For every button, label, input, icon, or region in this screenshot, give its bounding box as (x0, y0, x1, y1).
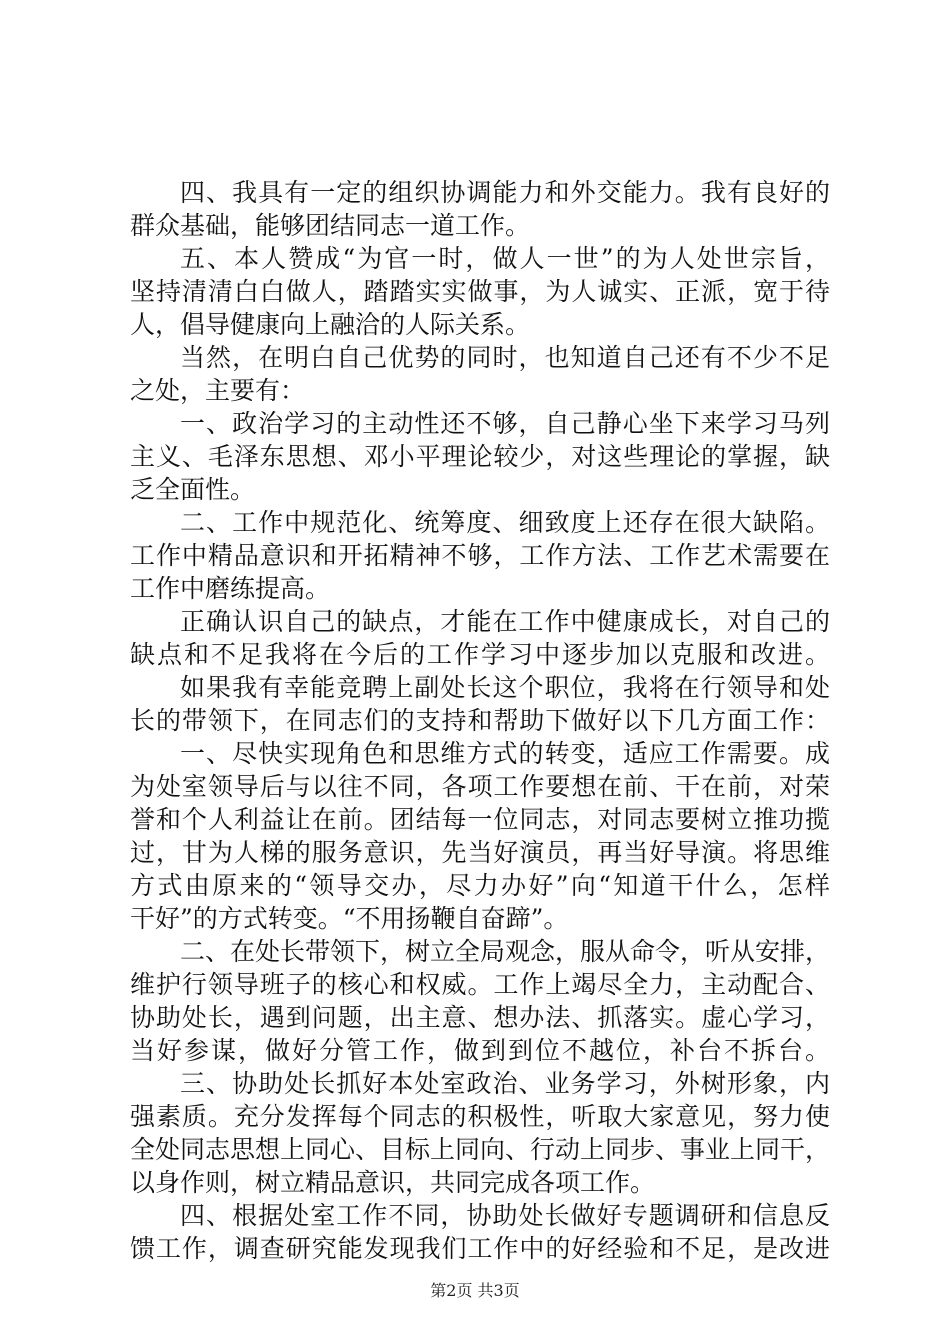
text-line: 正确认识自己的缺点，才能在工作中健康成长，对自己的 (180, 607, 830, 636)
text-line: 工作中磨练提高。 (130, 574, 331, 603)
text-line: 馈工作，调查研究能发现我们工作中的好经验和不足，是改进 (130, 1234, 830, 1263)
text-line: 坚持清清白白做人，踏踏实实做事，为人诚实、正派，宽于待 (130, 277, 830, 306)
text-line: 过，甘为人梯的服务意识，先当好演员，再当好导演。将思维 (130, 838, 830, 867)
text-line: 人，倡导健康向上融洽的人际关系。 (130, 310, 531, 339)
text-line: 群众基础，能够团结同志一道工作。 (130, 211, 531, 240)
text-line: 当然，在明白自己优势的同时，也知道自己还有不少不足 (180, 343, 830, 372)
text-line: 誉和个人利益让在前。团结每一位同志，对同志要树立推功揽 (130, 805, 830, 834)
text-line: 长的带领下，在同志们的支持和帮助下做好以下几方面工作： (130, 706, 830, 735)
text-line: 四、根据处室工作不同，协助处长做好专题调研和信息反 (180, 1201, 830, 1230)
text-line: 维护行领导班子的核心和权威。工作上竭尽全力，主动配合、 (130, 970, 830, 999)
text-line: 二、在处长带领下，树立全局观念，服从命令，听从安排， (180, 937, 830, 966)
text-line: 当好参谋，做好分管工作，做到到位不越位，补台不拆台。 (130, 1036, 830, 1065)
text-line: 三、协助处长抓好本处室政治、业务学习，外树形象，内 (180, 1069, 830, 1098)
text-line: 如果我有幸能竞聘上副处长这个职位，我将在行领导和处 (180, 673, 830, 702)
text-line: 为处室领导后与以往不同，各项工作要想在前、干在前，对荣 (130, 772, 830, 801)
text-line: 全处同志思想上同心、目标上同向、行动上同步、事业上同干， (130, 1135, 830, 1164)
text-line: 主义、毛泽东思想、邓小平理论较少，对这些理论的掌握，缺 (130, 442, 830, 471)
text-line: 以身作则，树立精品意识，共同完成各项工作。 (130, 1168, 656, 1197)
text-line: 协助处长，遇到问题，出主意、想办法、抓落实。虚心学习， (130, 1003, 830, 1032)
text-line: 强素质。充分发挥每个同志的积极性，听取大家意见，努力使 (130, 1102, 830, 1131)
text-line: 四、我具有一定的组织协调能力和外交能力。我有良好的 (180, 178, 830, 207)
text-line: 方式由原来的“领导交办，尽力办好”向“知道干什么，怎样 (130, 871, 830, 900)
text-line: 二、工作中规范化、统筹度、细致度上还存在很大缺陷。 (180, 508, 830, 537)
text-line: 一、尽快实现角色和思维方式的转变，适应工作需要。成 (180, 739, 830, 768)
text-line: 之处，主要有： (130, 376, 306, 405)
page-footer: 第2页 共3页 (430, 1281, 520, 1300)
text-line: 乏全面性。 (130, 475, 256, 504)
text-line: 一、政治学习的主动性还不够，自己静心坐下来学习马列 (180, 409, 830, 438)
text-line: 工作中精品意识和开拓精神不够，工作方法、工作艺术需要在 (130, 541, 830, 570)
text-line: 干好”的方式转变。“不用扬鞭自奋蹄”。 (130, 904, 569, 933)
text-line: 缺点和不足我将在今后的工作学习中逐步加以克服和改进。 (130, 640, 830, 669)
text-line: 五、本人赞成“为官一时，做人一世”的为人处世宗旨， (180, 244, 830, 273)
